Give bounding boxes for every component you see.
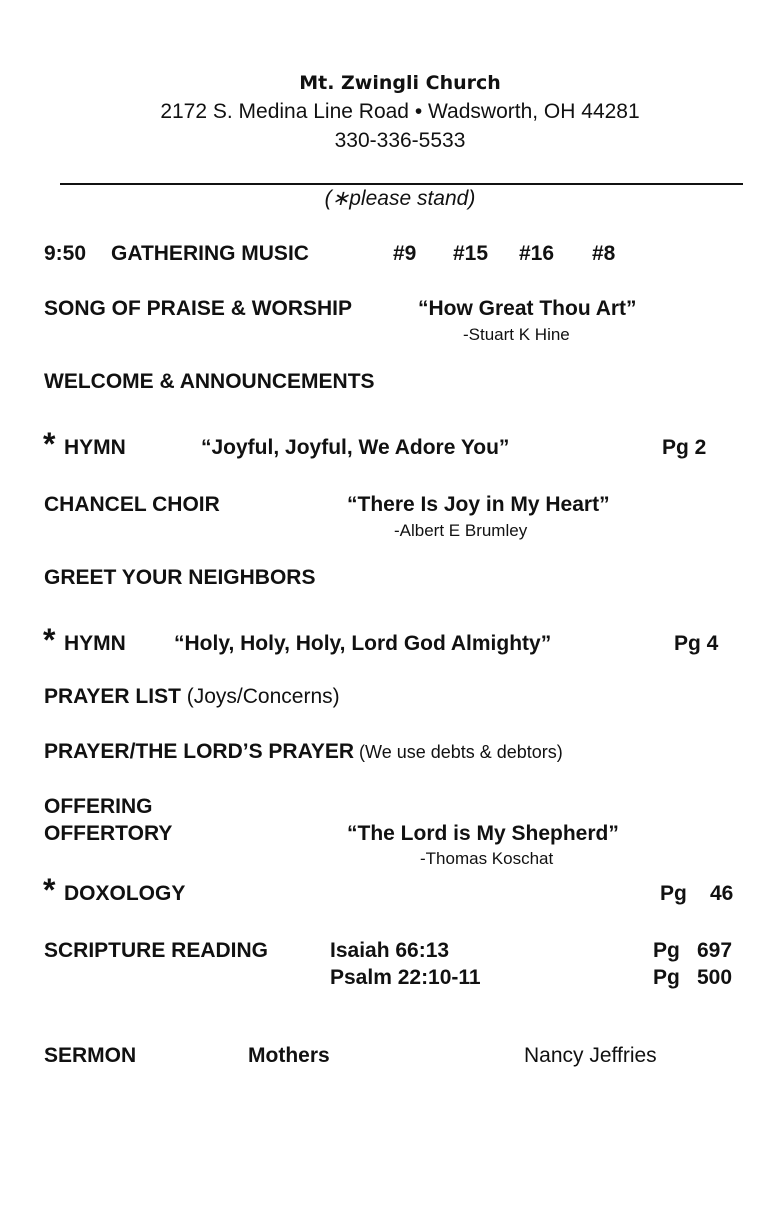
stand-note: (∗please stand): [324, 187, 476, 210]
prayer-list: [44, 685, 340, 709]
hymn1-title: HYMN: [64, 436, 126, 459]
praise-song: “How Great Thou Art”: [418, 297, 637, 320]
gathering-title: GATHERING MUSIC: [111, 242, 309, 265]
sermon-topic: Mothers: [248, 1044, 330, 1067]
offertory-title: OFFERTORY: [44, 822, 173, 845]
lords-prayer: [44, 740, 563, 764]
gathering-number: #16: [519, 242, 555, 265]
hymn2-title: HYMN: [64, 632, 126, 655]
choir-title: CHANCEL CHOIR: [44, 493, 220, 516]
gathering-number: #15: [453, 242, 489, 265]
church-address: 2172 S. Medina Line Road • Wadsworth, OH 44281: [160, 100, 640, 123]
prayer-list-note: (Joys/Concerns): [180, 685, 340, 708]
scripture-page-number: 697: [697, 939, 733, 962]
scripture-title: SCRIPTURE READING: [44, 939, 269, 962]
lords-prayer-note: (We use debts & debtors): [354, 742, 563, 762]
choir-author: -Albert E Brumley: [394, 521, 528, 540]
scripture-reference: Psalm 22:10-11: [330, 966, 481, 989]
doxology-page-number: 46: [710, 882, 734, 905]
gathering-time: 9:50: [44, 242, 87, 265]
scripture-page-label: Pg: [653, 966, 680, 989]
scripture-reference: Isaiah 66:13: [330, 939, 450, 962]
church-phone: 330-336-5533: [334, 129, 466, 152]
prayer-list-title: PRAYER LIST: [44, 685, 181, 708]
gathering-number: #9: [393, 242, 417, 265]
hymn2-page: Pg 4: [674, 632, 719, 655]
church-name: Mt. Zwingli Church: [299, 72, 501, 94]
hymn1-page: Pg 2: [662, 436, 707, 459]
stand-asterisk: *: [43, 426, 56, 462]
sermon-title: SERMON: [44, 1044, 137, 1067]
doxology-title: DOXOLOGY: [64, 882, 186, 905]
lords-prayer-title: PRAYER/THE LORD’S PRAYER: [44, 740, 355, 763]
choir-song: “There Is Joy in My Heart”: [347, 493, 610, 516]
stand-asterisk: *: [43, 622, 56, 658]
hymn2-song: “Holy, Holy, Holy, Lord God Almighty”: [174, 632, 552, 655]
praise-author: -Stuart K Hine: [463, 325, 570, 344]
greet-title: GREET YOUR NEIGHBORS: [44, 566, 316, 589]
gathering-number: #8: [592, 242, 616, 265]
scripture-page-number: 500: [697, 966, 733, 989]
sermon-speaker: Nancy Jeffries: [524, 1044, 657, 1067]
header-divider: [60, 183, 743, 185]
doxology-page-label: Pg: [660, 882, 687, 905]
scripture-page-label: Pg: [653, 939, 680, 962]
welcome-title: WELCOME & ANNOUNCEMENTS: [44, 370, 375, 393]
stand-asterisk: *: [43, 872, 56, 908]
praise-title: SONG OF PRAISE & WORSHIP: [44, 297, 353, 320]
offering-title: OFFERING: [44, 795, 153, 818]
offertory-song: “The Lord is My Shepherd”: [347, 822, 619, 845]
offertory-author: -Thomas Koschat: [420, 849, 554, 868]
hymn1-song: “Joyful, Joyful, We Adore You”: [201, 436, 510, 459]
